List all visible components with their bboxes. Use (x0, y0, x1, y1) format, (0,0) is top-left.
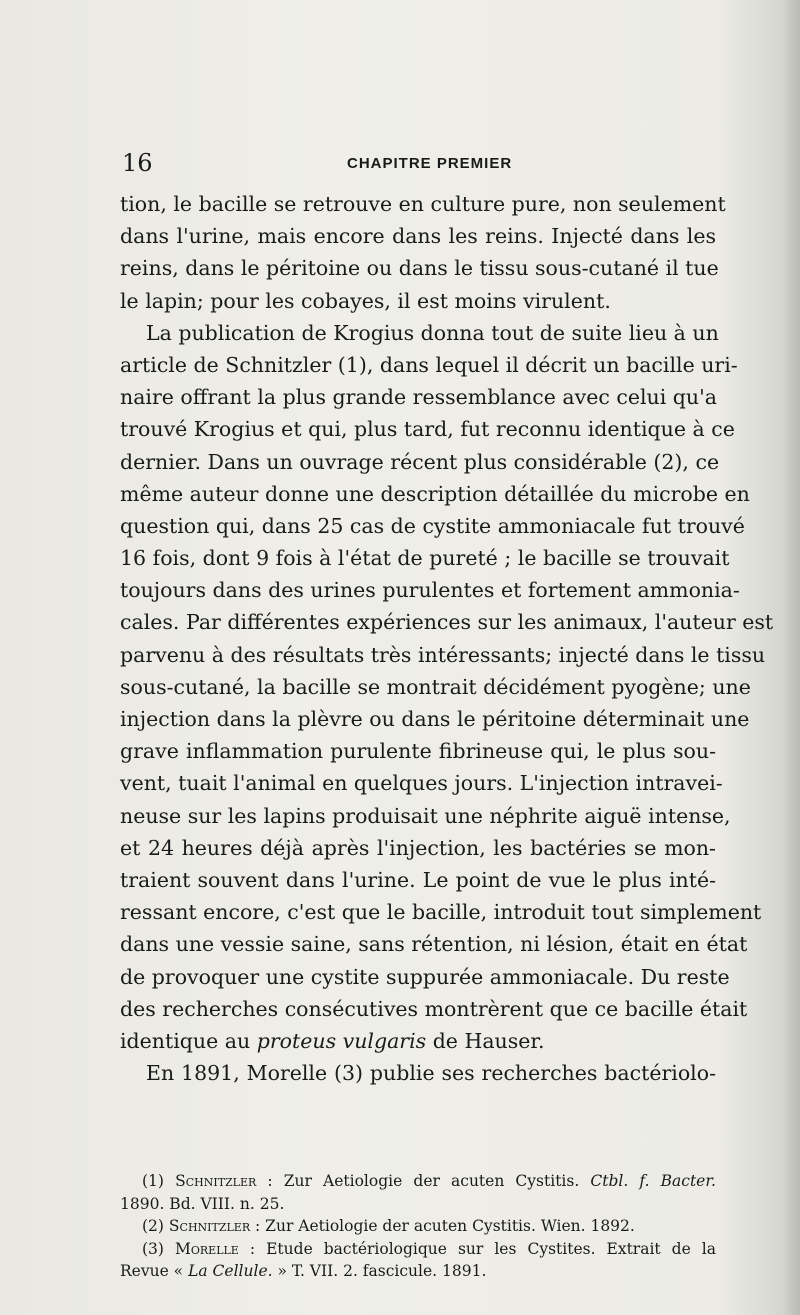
footnotes (120, 1170, 716, 1283)
footnote-author: Schnitzler (168, 1217, 251, 1235)
text-line: parvenu à des résultats très intéressants; injecté dans le tissu (120, 642, 766, 667)
text-line: grave inflammation purulente fibrineuse qui, le plus sou- (120, 739, 716, 764)
footnote-2 (120, 1215, 716, 1238)
footnote-text: : Zur Aetiologie der acuten Cystitis. (256, 1172, 591, 1190)
text-line: même auteur donne une description détaillée du microbe en (120, 481, 750, 506)
body-text (120, 188, 774, 1089)
text-line: naire offrant la plus grande ressemblance avec celui qu'a (120, 385, 717, 410)
footnote-3 (120, 1238, 716, 1261)
footnote-text: : Etude bactériologique sur les Cystites. Extrait de la (238, 1239, 716, 1258)
text-line: traient souvent dans l'urine. Le point de vue le plus inté- (120, 867, 716, 892)
text-line (120, 1025, 716, 1057)
text-line: article de Schnitzler (1), dans lequel il décrit un bacille uri- (120, 352, 738, 377)
page-number: 16 (122, 149, 153, 177)
footnote-1 (120, 1170, 716, 1193)
text-line: de provoquer une cystite suppurée ammoniacale. Du reste (120, 964, 730, 989)
page-header (122, 148, 702, 178)
text-line: et 24 heures déjà après l'injection, les bactéries se mon- (120, 835, 716, 860)
footnote-3-cont (120, 1260, 716, 1283)
footnote-author: Morelle (175, 1239, 239, 1258)
footnote-journal: La Cellule. (188, 1262, 273, 1280)
footnote-author: Schnitzler (175, 1172, 257, 1190)
text-segment: de Hauser. (426, 1028, 545, 1053)
species-name: proteus vulgaris (256, 1028, 427, 1053)
text-line: vent, tuait l'animal en quelques jours. L'injection intravei- (120, 771, 723, 796)
footnote-marker: (3) (142, 1239, 164, 1258)
text-line: le lapin; pour les cobayes, il est moins virulent. (120, 288, 611, 313)
text-line: La publication de Krogius donna tout de suite lieu à un (146, 320, 719, 345)
text-line: cales. Par différentes expériences sur les animaux, l'auteur est (120, 610, 774, 635)
text-segment: identique au (120, 1028, 257, 1053)
running-head: CHAPITRE PREMIER (347, 155, 513, 172)
text-line: question qui, dans 25 cas de cystite ammoniacale fut trouvé (120, 513, 745, 538)
text-line: reins, dans le péritoine ou dans le tissu sous-cutané il tue (120, 256, 719, 281)
footnote-1-cont: 1890. Bd. VIII. n. 25. (120, 1194, 285, 1213)
text-line: En 1891, Morelle (3) publie ses recherches bactériolo- (146, 1061, 716, 1086)
text-line: des recherches consécutives montrèrent que ce bacille était (120, 996, 748, 1021)
page-edge-shadow (782, 0, 800, 1315)
text-line: trouvé Krogius et qui, plus tard, fut reconnu identique à ce (120, 417, 735, 442)
text-line: 16 fois, dont 9 fois à l'état de pureté ; le bacille se trouvait (120, 546, 730, 571)
footnote-journal: Ctbl. f. Bacter. (590, 1172, 716, 1190)
text-line: toujours dans des urines purulentes et fortement ammonia- (120, 578, 740, 603)
text-line: dernier. Dans un ouvrage récent plus considérable (2), ce (120, 449, 720, 474)
text-line: dans une vessie saine, sans rétention, ni lésion, était en état (120, 932, 748, 957)
footnote-text: Revue « (120, 1262, 189, 1280)
text-line: sous-cutané, la bacille se montrait décidément pyogène; une (120, 674, 751, 699)
footnote-text: » T. VII. 2. fascicule. 1891. (272, 1262, 487, 1280)
text-line: injection dans la plèvre ou dans le péritoine déterminait une (120, 707, 750, 731)
footnote-text: : Zur Aetiologie der acuten Cystitis. Wien. 1892. (250, 1217, 635, 1235)
footnote-marker: (2) (142, 1217, 164, 1235)
text-line: ressant encore, c'est que le bacille, introduit tout simplement (120, 900, 762, 925)
text-line: neuse sur les lapins produisait une néphrite aiguë intense, (120, 803, 731, 828)
text-line: tion, le bacille se retrouve en culture pure, non seulement (120, 192, 726, 216)
text-line: dans l'urine, mais encore dans les reins. Injecté dans les (120, 224, 716, 249)
footnote-marker: (1) (142, 1172, 164, 1190)
